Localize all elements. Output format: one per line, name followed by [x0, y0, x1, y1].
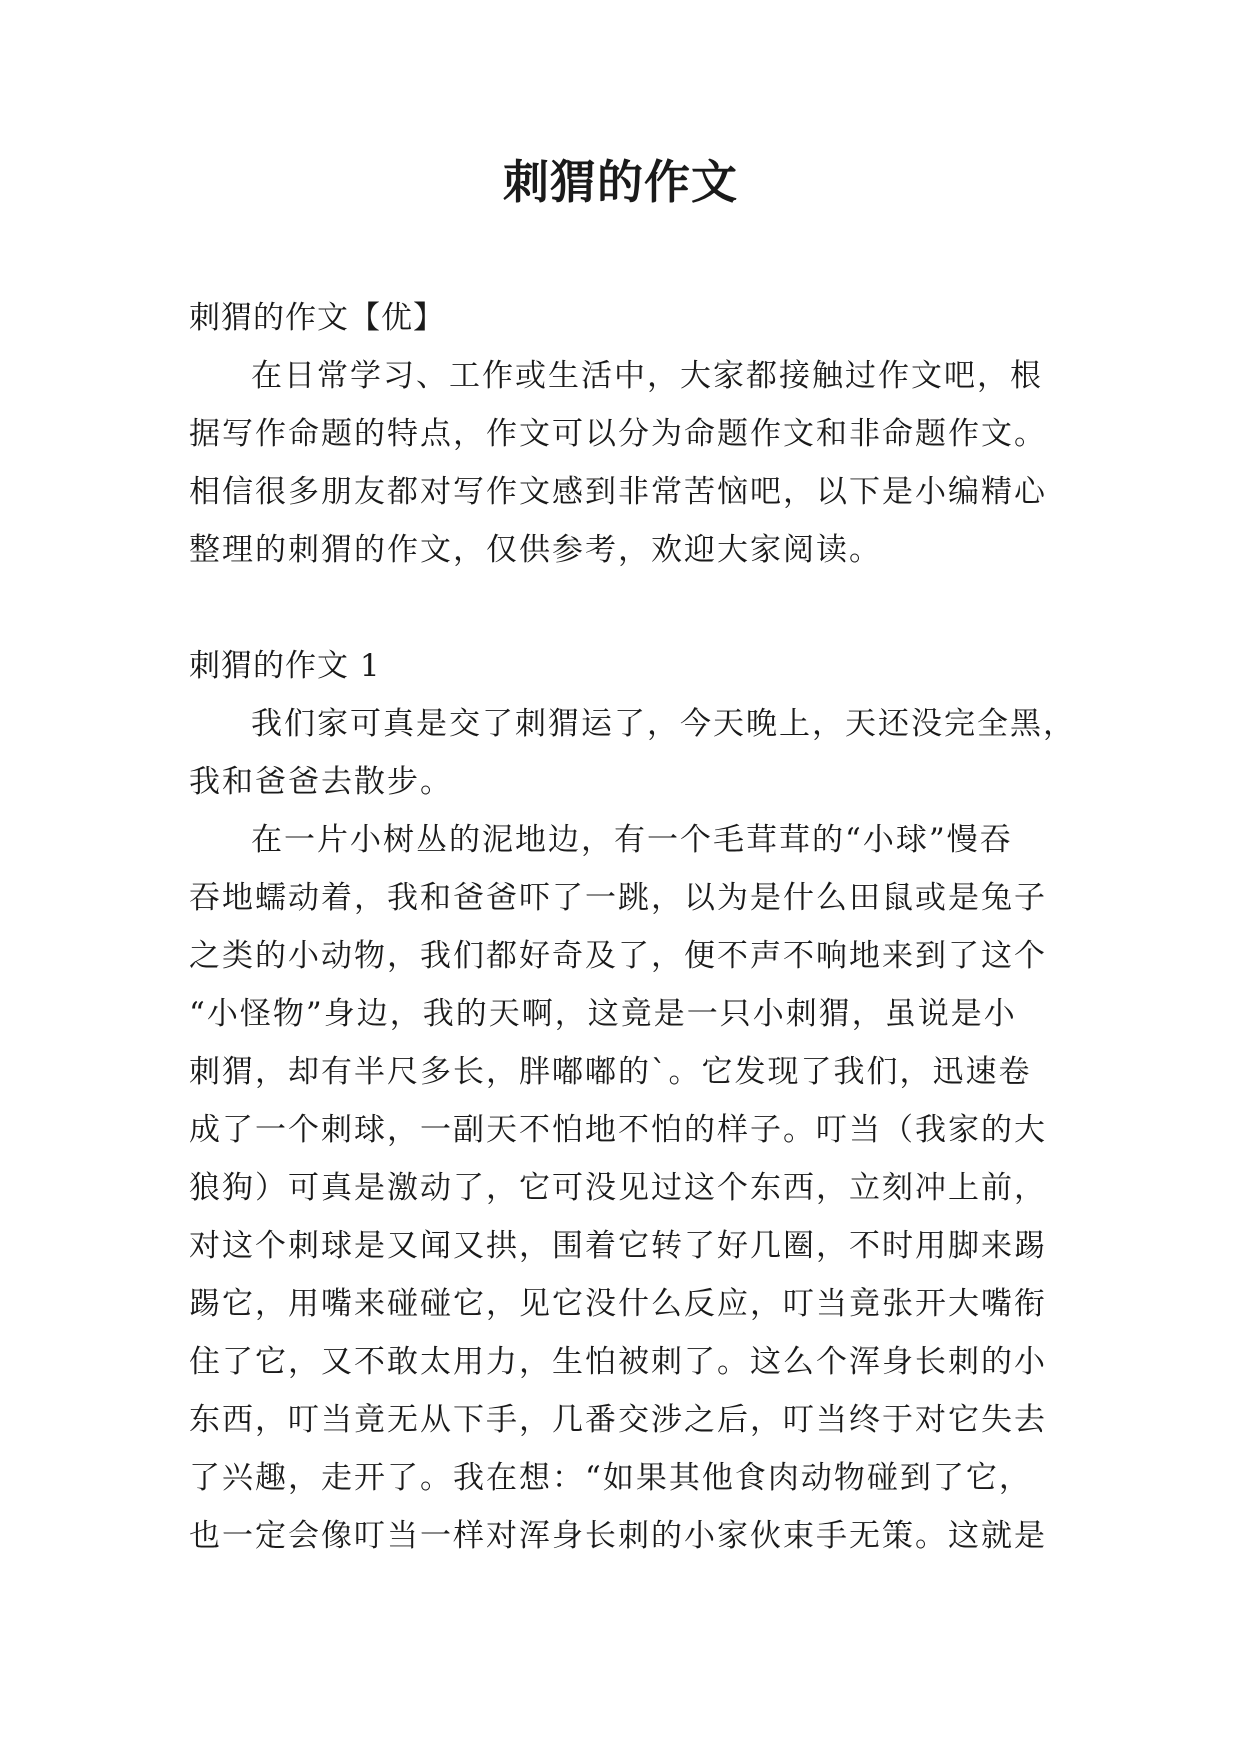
- paragraph-line: 在日常学习、工作或生活中，大家都接触过作文吧，根: [251, 358, 1043, 394]
- paragraph-line: 整理的刺猬的作文，仅供参考，欢迎大家阅读。: [189, 532, 882, 568]
- paragraph-line: 狼狗）可真是激动了，它可没见过这个东西，立刻冲上前，: [189, 1170, 1047, 1206]
- paragraph-line: 在一片小树丛的泥地边，有一个毛茸茸的“小球”慢吞: [251, 822, 1013, 858]
- paragraph-line: 住了它，又不敢太用力，生怕被刺了。这么个浑身长刺的小: [189, 1344, 1047, 1380]
- paragraph-line: 成了一个刺球，一副天不怕地不怕的样子。叮当（我家的大: [189, 1112, 1047, 1148]
- paragraph-line: “小怪物”身边，我的天啊，这竟是一只小刺猬，虽说是小: [189, 996, 1017, 1032]
- paragraph-line: 也一定会像叮当一样对浑身长刺的小家伙束手无策。这就是: [189, 1518, 1047, 1554]
- paragraph-line: 踢它，用嘴来碰碰它，见它没什么反应，叮当竟张开大嘴衔: [189, 1286, 1047, 1322]
- paragraph-line: 我和爸爸去散步。: [189, 764, 453, 800]
- document-title: 刺猬的作文: [503, 155, 738, 209]
- section-heading: 刺猬的作文 1: [189, 648, 381, 684]
- section-heading: 刺猬的作文【优】: [189, 300, 445, 336]
- paragraph-line: 东西，叮当竟无从下手，几番交涉之后，叮当终于对它失去: [189, 1402, 1047, 1438]
- paragraph-line: 了兴趣，走开了。我在想：“如果其他食肉动物碰到了它，: [189, 1460, 1032, 1496]
- document-body: [189, 289, 1076, 1565]
- paragraph-line: 吞地蠕动着，我和爸爸吓了一跳，以为是什么田鼠或是兔子: [189, 880, 1047, 916]
- paragraph-line: 对这个刺球是又闻又拱，围着它转了好几圈，不时用脚来踢: [189, 1228, 1047, 1264]
- paragraph-line: 刺猬，却有半尺多长，胖嘟嘟的`。它发现了我们，迅速卷: [189, 1054, 1032, 1090]
- paragraph-line: 相信很多朋友都对写作文感到非常苦恼吧，以下是小编精心: [189, 474, 1047, 510]
- section-spacer: [189, 579, 1069, 637]
- paragraph-line: 之类的小动物，我们都好奇及了，便不声不响地来到了这个: [189, 938, 1047, 974]
- paragraph-line: 据写作命题的特点，作文可以分为命题作文和非命题作文。: [189, 416, 1047, 452]
- paragraph-line: 我们家可真是交了刺猬运了，今天晚上，天还没完全黑，: [251, 706, 1076, 742]
